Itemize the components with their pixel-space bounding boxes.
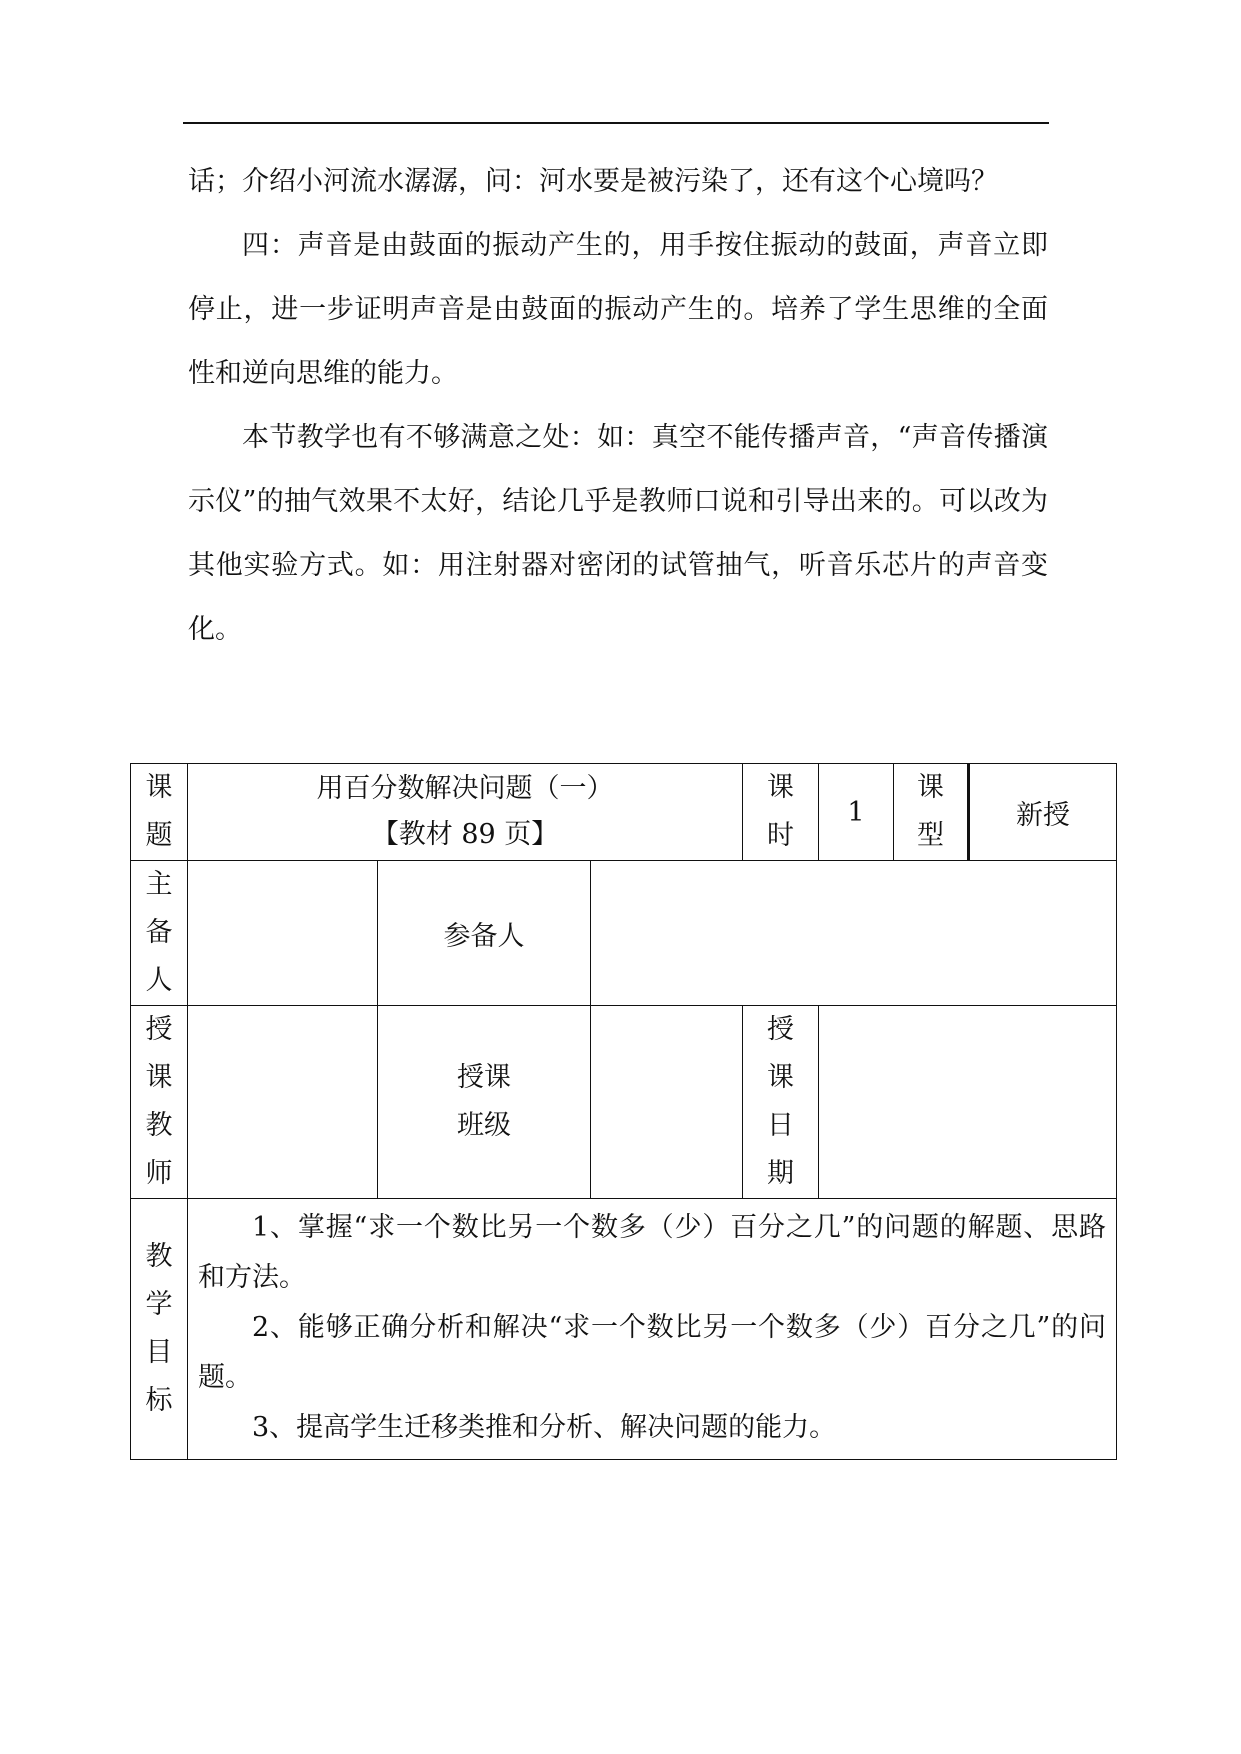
date-label: 授 课 日 期 xyxy=(767,1014,795,1189)
objective-2: 2、能够正确分析和解决“求一个数比另一个数多（少）百分之几”的问题。 xyxy=(198,1312,1107,1393)
hours-value: 1 xyxy=(847,796,865,828)
main-preparer-label: 主 备 人 xyxy=(145,869,173,996)
class-value xyxy=(591,1006,743,1199)
topic-textbook-page: 【教材 89 页】 xyxy=(371,819,559,850)
topic-label-cell xyxy=(131,764,188,861)
main-preparer-value xyxy=(188,861,378,1006)
row-topic xyxy=(131,764,1117,861)
paragraph-1: 话；介绍小河流水潺潺，问：河水要是被污染了，还有这个心境吗？ xyxy=(188,166,998,197)
row-teaching xyxy=(131,1006,1117,1199)
paragraph-3: 本节教学也有不够满意之处：如：真空不能传播声音，“声音传播演示仪”的抽气效果不太好，结论几乎是教师口说和引导出来的。可以改为其他实验方式。如：用注射器对密闭的试管抽气，听音乐芯片的声音变化。 xyxy=(188,422,1048,645)
row-preparers xyxy=(131,861,1117,1006)
class-label: 授课 班级 xyxy=(457,1062,511,1141)
header-rule xyxy=(183,122,1049,124)
topic-title: 用百分数解决问题（一） xyxy=(316,773,614,804)
co-preparer-value xyxy=(591,861,1117,1006)
objective-1: 1、掌握“求一个数比另一个数多（少）百分之几”的问题的解题、思路和方法。 xyxy=(198,1212,1107,1293)
teacher-label: 授 课 教 师 xyxy=(145,1014,173,1189)
type-label: 课 型 xyxy=(917,772,945,851)
hours-label: 课 时 xyxy=(767,772,795,851)
topic-value-cell xyxy=(188,764,743,861)
teacher-label-cell xyxy=(131,1006,188,1199)
objectives-label: 教 学 目 标 xyxy=(145,1241,173,1416)
hours-label-cell xyxy=(743,764,819,861)
teacher-value xyxy=(188,1006,378,1199)
continuation-text xyxy=(188,150,1048,662)
type-cell xyxy=(894,764,1117,861)
type-value: 新授 xyxy=(1016,799,1071,831)
objectives-content xyxy=(188,1199,1117,1460)
class-label-cell xyxy=(378,1006,591,1199)
main-preparer-label-cell xyxy=(131,861,188,1006)
date-value xyxy=(819,1006,1117,1199)
co-preparer-label: 参备人 xyxy=(378,861,591,1006)
paragraph-2: 四：声音是由鼓面的振动产生的，用手按住振动的鼓面，声音立即停止，进一步证明声音是由鼓面的振动产生的。培养了学生思维的全面性和逆向思维的能力。 xyxy=(188,230,1048,389)
objectives-label-cell xyxy=(131,1199,188,1460)
hours-value-cell xyxy=(819,764,894,861)
topic-label: 课 题 xyxy=(145,772,173,851)
lesson-plan-table xyxy=(130,763,1117,1460)
date-label-cell xyxy=(743,1006,819,1199)
row-objectives xyxy=(131,1199,1117,1460)
type-label-cell xyxy=(894,764,970,860)
objective-3: 3、提高学生迁移类推和分析、解决问题的能力。 xyxy=(252,1412,837,1443)
